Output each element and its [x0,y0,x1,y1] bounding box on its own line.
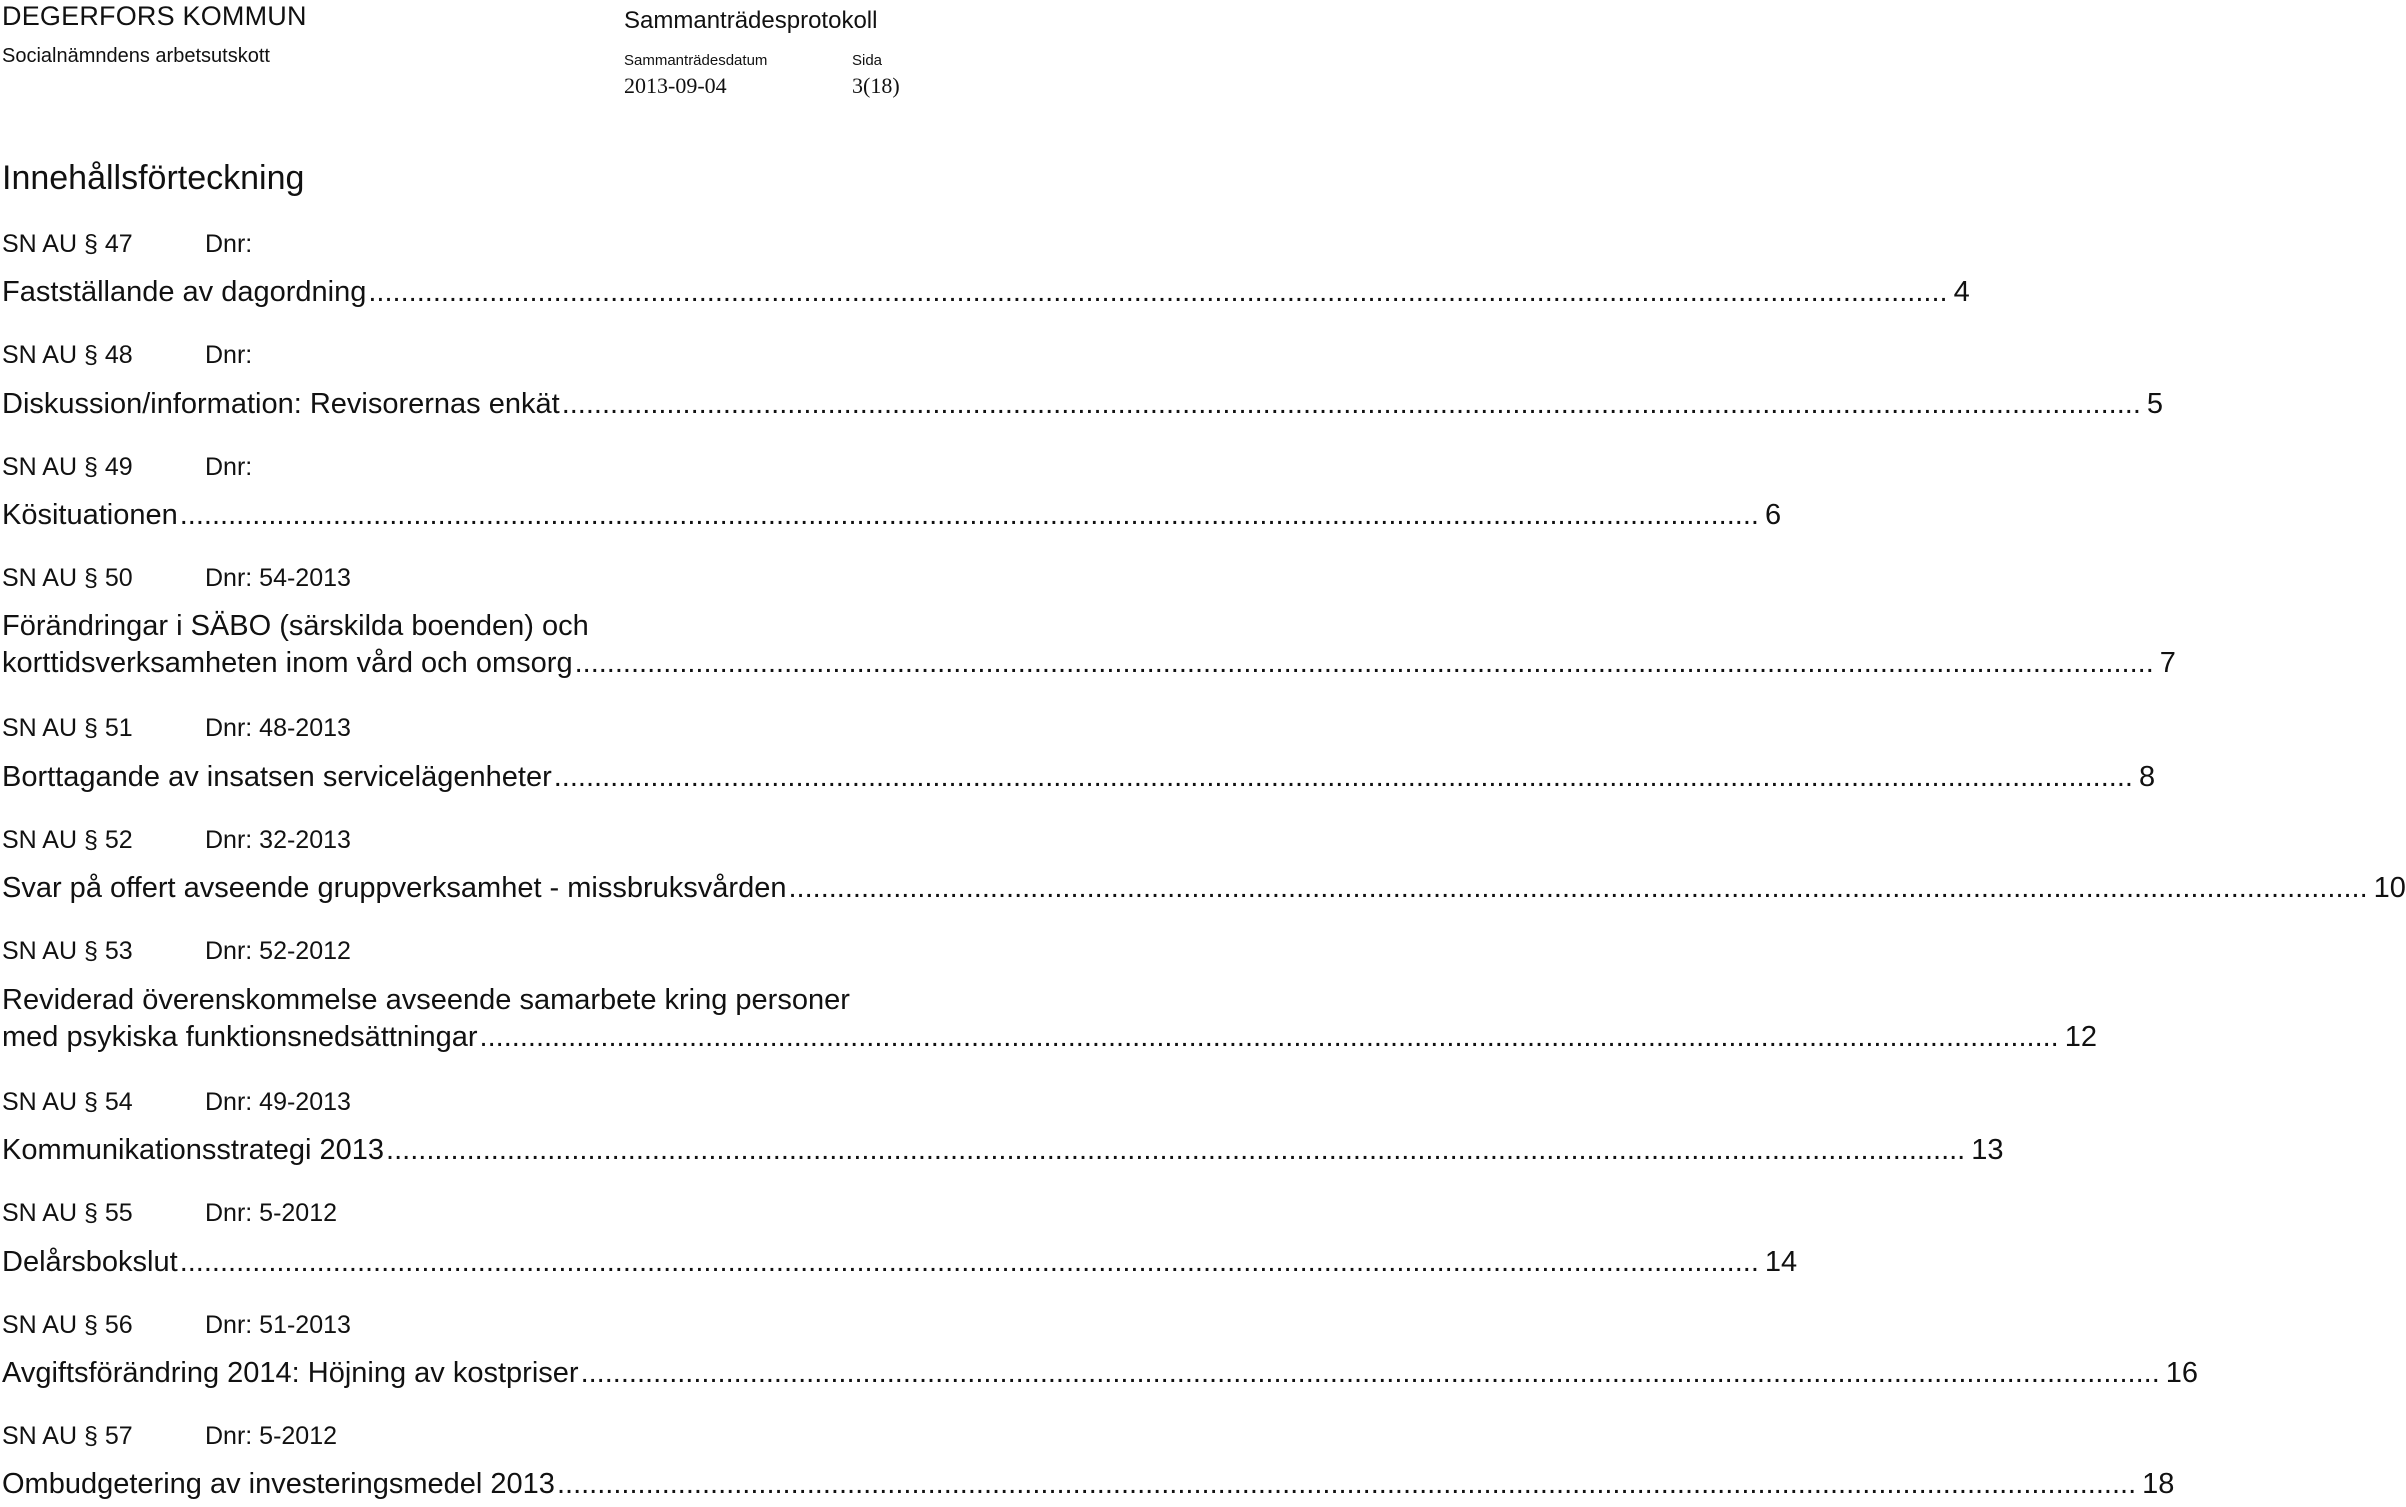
toc-entry-page: 5 [2146,388,2164,420]
section-number: SN AU § 56 [2,1311,133,1339]
dot-leader: .................................................................................................................................................................................................... [179,1246,1759,1278]
toc-entry-link[interactable] [2,386,2164,423]
toc-entry-page: 4 [1953,276,1970,308]
toc-entry-link[interactable] [2,1132,2004,1169]
toc-entry-link[interactable] [2,274,1970,311]
toc-entry-title: korttidsverksamheten inom vård och omsorg [2,647,573,679]
toc-entry-title: Delårsbokslut [2,1246,178,1278]
toc-entry-title: Fastställande av dagordning [2,276,367,308]
dot-leader: .................................................................................................................................................................................................... [580,1357,2160,1389]
toc-entry-page: 10 [2373,872,2406,904]
toc-entry-page: 7 [2159,647,2176,679]
dot-leader: .................................................................................................................................................................................................... [179,499,1759,531]
section-number: SN AU § 53 [2,937,133,965]
toc-entry-link[interactable] [2,1355,2199,1392]
toc-heading: Innehållsförteckning [2,159,305,197]
toc-entry-page: 13 [1971,1134,2004,1166]
diary-number: Dnr: 49-2013 [205,1088,351,1116]
section-number: SN AU § 54 [2,1088,133,1116]
meeting-date: 2013-09-04 [624,73,727,98]
dot-leader: .................................................................................................................................................................................................... [788,872,2368,904]
dot-leader: .................................................................................................................................................................................................... [553,761,2133,793]
toc-entry-title-line: Reviderad överenskommelse avseende samarbete kring personer [2,984,850,1016]
section-number: SN AU § 50 [2,564,133,592]
diary-number: Dnr: 48-2013 [205,714,351,742]
dot-leader: .................................................................................................................................................................................................... [386,1134,1966,1166]
diary-number: Dnr: [205,230,253,258]
toc-entry-page: 14 [1764,1246,1798,1278]
section-number: SN AU § 57 [2,1422,133,1450]
page-header [0,0,960,110]
page-number: 3(18) [852,73,900,98]
toc-entry-title: med psykiska funktionsnedsättningar [2,1021,478,1053]
toc-entry-title: Svar på offert avseende gruppverksamhet - missbruksvården [2,872,787,904]
toc-entry-link[interactable] [2,497,1782,534]
toc-entry-title: Avgiftsförändring 2014: Höjning av kostpriser [2,1357,579,1389]
diary-number: Dnr: [205,341,253,369]
toc-entry-page: 8 [2138,761,2156,793]
dot-leader: .................................................................................................................................................................................................... [561,388,2141,420]
toc-entry-link[interactable] [2,982,2098,1056]
section-number: SN AU § 55 [2,1199,133,1227]
organization-name: DEGERFORS KOMMUN [2,1,307,31]
toc-entry-page: 12 [2064,1021,2098,1053]
section-number: SN AU § 49 [2,453,133,481]
page-number-label: Sida [852,52,883,69]
toc-entry-page: 6 [1764,499,1782,531]
toc-entry-link[interactable] [2,759,2156,796]
toc-entry-title: Ombudgetering av investeringsmedel 2013 [2,1468,555,1500]
toc-entry-page: 16 [2165,1357,2199,1389]
toc-entry-title-line: Förändringar i SÄBO (särskilda boenden) och [2,610,589,642]
toc-entry-title: Kommunikationsstrategi 2013 [2,1134,385,1166]
toc-entry-title: Borttagande av insatsen servicelägenheter [2,761,552,793]
dot-leader: .................................................................................................................................................................................................... [368,276,1948,308]
diary-number: Dnr: 5-2012 [205,1199,338,1227]
diary-number: Dnr: [205,453,253,481]
diary-number: Dnr: 51-2013 [205,1311,351,1339]
section-number: SN AU § 51 [2,714,133,742]
meeting-date-label: Sammanträdesdatum [624,52,768,69]
diary-number: Dnr: 32-2013 [205,826,351,854]
section-number: SN AU § 48 [2,341,133,369]
section-number: SN AU § 52 [2,826,133,854]
dot-leader: .................................................................................................................................................................................................... [574,647,2154,679]
diary-number: Dnr: 54-2013 [205,564,351,592]
section-number: SN AU § 47 [2,230,133,258]
committee-name: Socialnämndens arbetsutskott [2,45,270,67]
toc-entry-page: 18 [2142,1468,2175,1500]
toc-entry-link[interactable] [2,1466,2175,1503]
document-type: Sammanträdesprotokoll [624,7,878,34]
dot-leader: .................................................................................................................................................................................................... [479,1021,2059,1053]
toc-entry-title: Diskussion/information: Revisorernas enkät [2,388,560,420]
toc-entry-link[interactable] [2,870,2406,907]
dot-leader: .................................................................................................................................................................................................... [556,1468,2137,1500]
toc-entry-link[interactable] [2,1244,1798,1281]
diary-number: Dnr: 52-2012 [205,937,351,965]
toc-entry-title: Kösituationen [2,499,178,531]
toc-entry-link[interactable] [2,608,2176,682]
diary-number: Dnr: 5-2012 [205,1422,338,1450]
